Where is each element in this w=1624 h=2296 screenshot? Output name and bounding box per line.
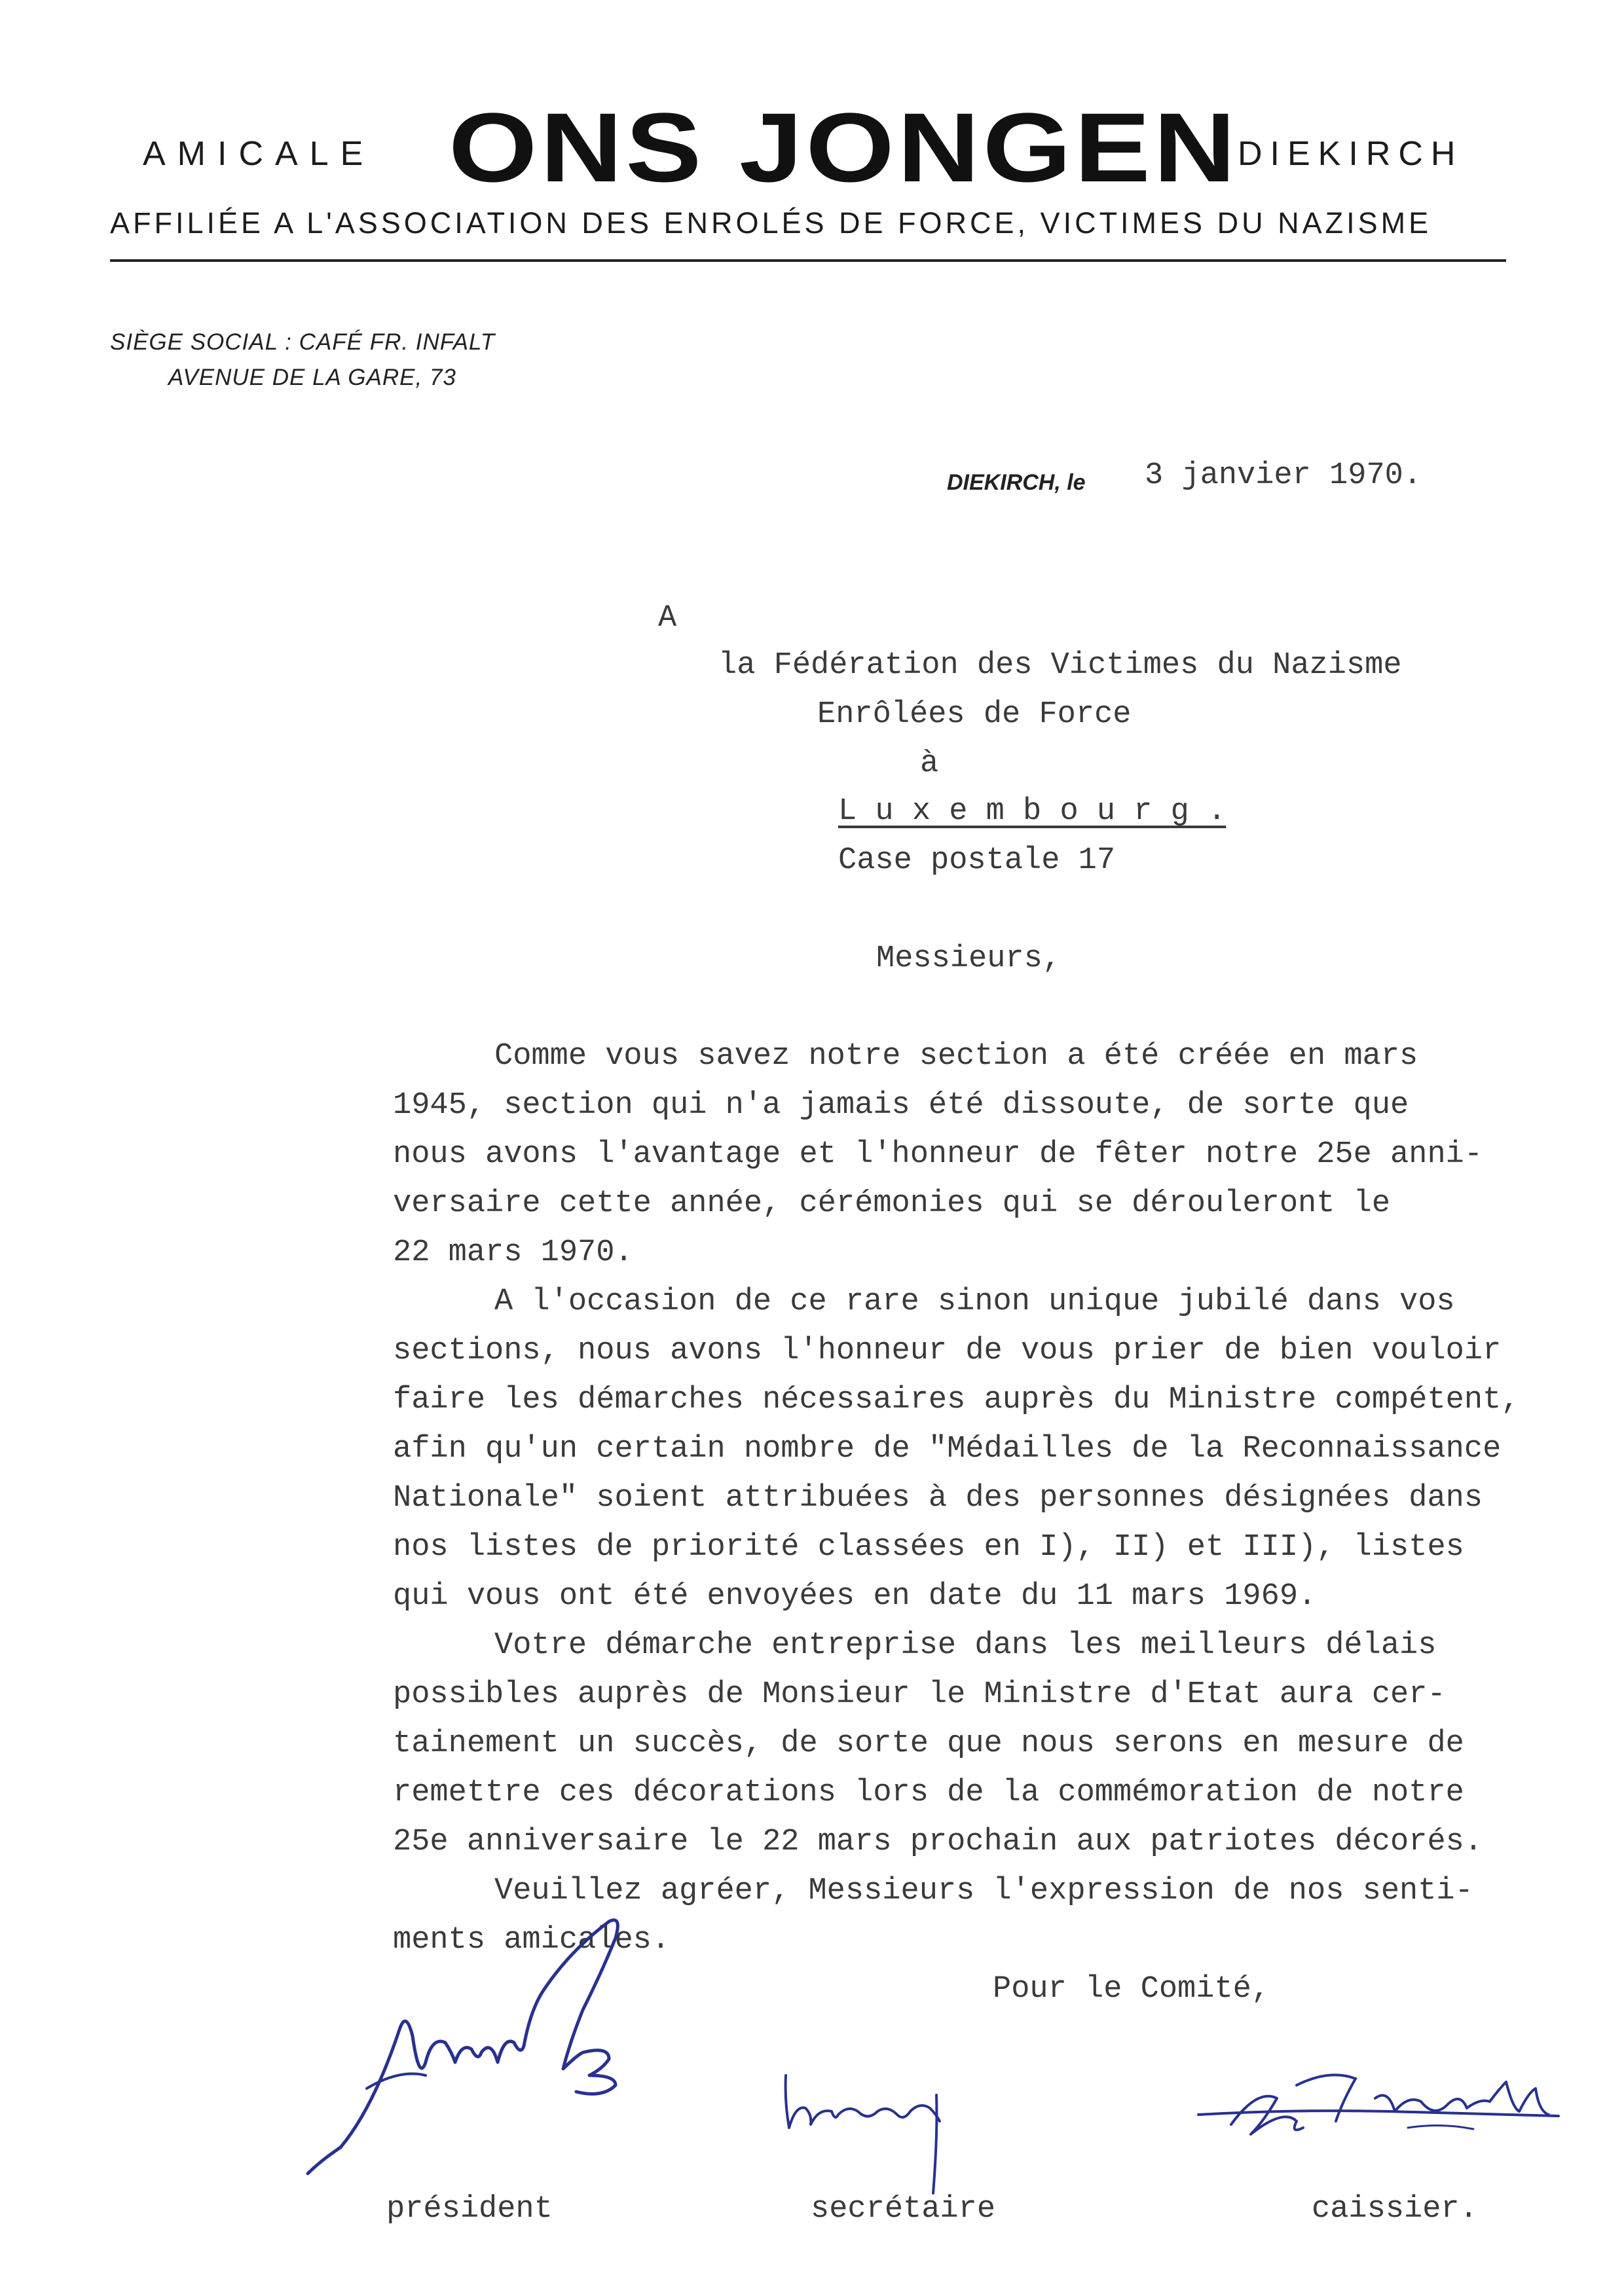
signatory-treasurer: caissier. [1312, 2192, 1478, 2227]
body-line: sections, nous avons l'honneur de vous prier de bien vouloir [393, 1334, 1502, 1368]
body-line: nos listes de priorité classées en I), II) et III), listes [393, 1530, 1464, 1565]
body-line: faire les démarches nécessaires auprès du Ministre compétent, [393, 1383, 1520, 1417]
seat-line-2: AVENUE DE LA GARE, 73 [168, 365, 456, 390]
letterhead-brand: ONS JONGEN [449, 92, 1239, 202]
body-line: Nationale" soient attribuées à des personnes désignées dans [393, 1481, 1483, 1516]
body-line: A l'occasion de ce rare sinon unique jubilé dans vos [494, 1285, 1455, 1319]
body-line: ments amicales. [393, 1923, 671, 1958]
letterhead-right-word: DIEKIRCH [1238, 135, 1464, 173]
letterhead-left-word: AMICALE [143, 135, 375, 173]
body-line: Veuillez agréer, Messieurs l'expression de nos senti- [494, 1874, 1473, 1908]
address-city: L u x e m b o u r g . [838, 794, 1227, 829]
body-line: nous avons l'avantage et l'honneur de fêter notre 25e anni- [393, 1137, 1483, 1172]
body-line: Votre démarche entreprise dans les meilleurs délais [494, 1628, 1437, 1663]
body-line: 22 mars 1970. [393, 1235, 633, 1270]
closing: Pour le Comité, [993, 1972, 1270, 2007]
address-to: A [658, 601, 677, 636]
body-line: versaire cette année, cérémonies qui se dérouleront le [393, 1186, 1391, 1221]
body-line: 25e anniversaire le 22 mars prochain aux patriotes décorés. [393, 1825, 1483, 1859]
letterhead-rule [110, 259, 1506, 262]
address-postbox: Case postale 17 [838, 843, 1116, 878]
salutation: Messieurs, [876, 941, 1061, 976]
body-line: tainement un succès, de sorte que nous serons en mesure de [393, 1726, 1464, 1761]
address-line-2: Enrôlées de Force [817, 697, 1132, 732]
date-typed: 3 janvier 1970. [1145, 458, 1422, 493]
body-line: qui vous ont été envoyées en date du 11 mars 1969. [393, 1579, 1317, 1614]
body-line: Comme vous savez notre section a été créée en mars [494, 1039, 1418, 1074]
address-line-1: la Fédération des Victimes du Nazisme [718, 648, 1402, 683]
letterhead-affiliation: AFFILIÉE A L'ASSOCIATION DES ENROLÉS DE FORCE, VICTIMES DU NAZISME [110, 206, 1432, 240]
president-signature [295, 1912, 766, 2200]
body-line: remettre ces décorations lors de la commémoration de notre [393, 1776, 1464, 1810]
seat-line-1: SIÈGE SOCIAL : CAFÉ FR. INFALT [110, 329, 496, 355]
signatory-secretary: secrétaire [811, 2192, 996, 2227]
body-line: 1945, section qui n'a jamais été dissoute, de sorte que [393, 1088, 1409, 1123]
body-line: afin qu'un certain nombre de "Médailles de la Reconnaissance [393, 1432, 1502, 1467]
treasurer-signature [1192, 2062, 1598, 2160]
signatory-president: président [386, 2192, 553, 2227]
date-prefix: DIEKIRCH, le [947, 470, 1086, 495]
body-line: possibles auprès de Monsieur le Ministre d'Etat aura cer- [393, 1677, 1446, 1712]
secretary-signature [773, 2056, 969, 2206]
address-line-3: à [920, 746, 939, 781]
